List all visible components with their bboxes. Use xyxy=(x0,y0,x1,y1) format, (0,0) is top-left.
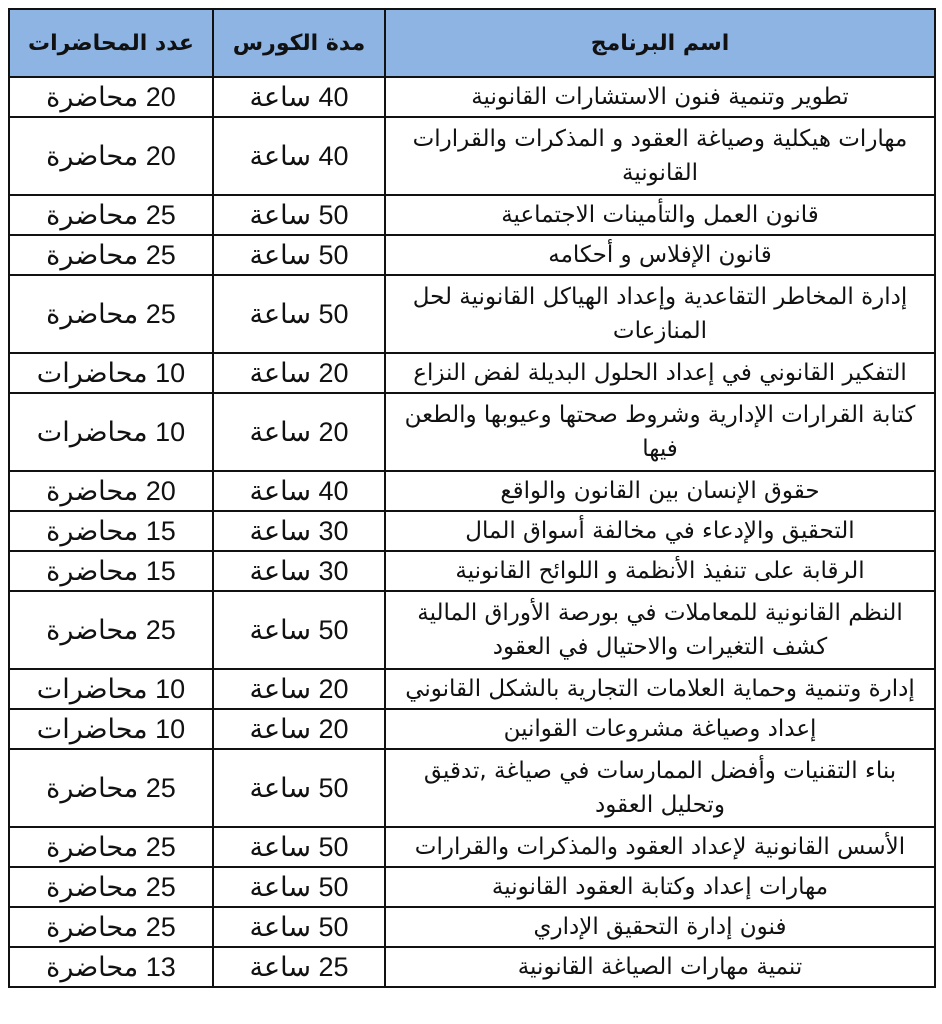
course-duration-cell: 40 ساعة xyxy=(213,77,385,117)
program-name-cell: قانون الإفلاس و أحكامه xyxy=(385,235,935,275)
table-row xyxy=(9,195,935,235)
program-name-cell: فنون إدارة التحقيق الإداري xyxy=(385,907,935,947)
table-row xyxy=(9,867,935,907)
lecture-count-cell: 13 محاضرة xyxy=(9,947,213,987)
table-row xyxy=(9,393,935,471)
program-name-cell: مهارات إعداد وكتابة العقود القانونية xyxy=(385,867,935,907)
lecture-count-cell: 25 محاضرة xyxy=(9,195,213,235)
table-row xyxy=(9,749,935,827)
table-row xyxy=(9,827,935,867)
course-duration-cell: 20 ساعة xyxy=(213,709,385,749)
course-duration-cell: 30 ساعة xyxy=(213,511,385,551)
course-duration-cell: 50 ساعة xyxy=(213,749,385,827)
course-duration-cell: 50 ساعة xyxy=(213,591,385,669)
table-row xyxy=(9,511,935,551)
program-name-cell: مهارات هيكلية وصياغة العقود و المذكرات والقرارات القانونية xyxy=(385,117,935,195)
lecture-count-cell: 20 محاضرة xyxy=(9,471,213,511)
program-name-cell: الأسس القانونية لإعداد العقود والمذكرات والقرارات xyxy=(385,827,935,867)
program-name-cell: الرقابة على تنفيذ الأنظمة و اللوائح القانونية xyxy=(385,551,935,591)
lecture-count-cell: 15 محاضرة xyxy=(9,551,213,591)
table-row xyxy=(9,353,935,393)
table-header-row xyxy=(9,9,935,77)
program-name-cell: تطوير وتنمية فنون الاستشارات القانونية xyxy=(385,77,935,117)
lecture-count-cell: 25 محاضرة xyxy=(9,907,213,947)
table-row xyxy=(9,77,935,117)
table-row xyxy=(9,275,935,353)
lecture-count-cell: 25 محاضرة xyxy=(9,275,213,353)
course-duration-cell: 50 ساعة xyxy=(213,235,385,275)
table-row xyxy=(9,907,935,947)
program-name-cell: التحقيق والإدعاء في مخالفة أسواق المال xyxy=(385,511,935,551)
lecture-count-cell: 10 محاضرات xyxy=(9,669,213,709)
table-row xyxy=(9,551,935,591)
table-body xyxy=(9,77,935,987)
program-name-cell: التفكير القانوني في إعداد الحلول البديلة لفض النزاع xyxy=(385,353,935,393)
table-row xyxy=(9,117,935,195)
course-duration-cell: 50 ساعة xyxy=(213,867,385,907)
lecture-count-cell: 15 محاضرة xyxy=(9,511,213,551)
table-row xyxy=(9,669,935,709)
lecture-count-cell: 20 محاضرة xyxy=(9,117,213,195)
table-row xyxy=(9,471,935,511)
table-row xyxy=(9,235,935,275)
program-name-cell: إدارة وتنمية وحماية العلامات التجارية بالشكل القانوني xyxy=(385,669,935,709)
table-row xyxy=(9,947,935,987)
lecture-count-cell: 25 محاضرة xyxy=(9,591,213,669)
program-name-cell: قانون العمل والتأمينات الاجتماعية xyxy=(385,195,935,235)
course-duration-cell: 40 ساعة xyxy=(213,471,385,511)
header-program-name: اسم البرنامج xyxy=(385,9,935,77)
program-name-cell: إعداد وصياغة مشروعات القوانين xyxy=(385,709,935,749)
lecture-count-cell: 10 محاضرات xyxy=(9,709,213,749)
lecture-count-cell: 25 محاضرة xyxy=(9,749,213,827)
course-duration-cell: 30 ساعة xyxy=(213,551,385,591)
lecture-count-cell: 10 محاضرات xyxy=(9,353,213,393)
program-name-cell: بناء التقنيات وأفضل الممارسات في صياغة ,تدقيق وتحليل العقود xyxy=(385,749,935,827)
program-name-cell: حقوق الإنسان بين القانون والواقع xyxy=(385,471,935,511)
header-course-duration: مدة الكورس xyxy=(213,9,385,77)
program-name-cell: النظم القانونية للمعاملات في بورصة الأوراق المالية كشف التغيرات والاحتيال في العقود xyxy=(385,591,935,669)
lecture-count-cell: 25 محاضرة xyxy=(9,235,213,275)
table-row xyxy=(9,591,935,669)
programs-table xyxy=(8,8,936,988)
program-name-cell: إدارة المخاطر التقاعدية وإعداد الهياكل القانونية لحل المنازعات xyxy=(385,275,935,353)
course-duration-cell: 20 ساعة xyxy=(213,669,385,709)
course-duration-cell: 50 ساعة xyxy=(213,907,385,947)
course-duration-cell: 20 ساعة xyxy=(213,353,385,393)
header-lecture-count: عدد المحاضرات xyxy=(9,9,213,77)
course-duration-cell: 25 ساعة xyxy=(213,947,385,987)
course-duration-cell: 20 ساعة xyxy=(213,393,385,471)
lecture-count-cell: 10 محاضرات xyxy=(9,393,213,471)
table-row xyxy=(9,709,935,749)
lecture-count-cell: 20 محاضرة xyxy=(9,77,213,117)
course-duration-cell: 50 ساعة xyxy=(213,275,385,353)
course-duration-cell: 50 ساعة xyxy=(213,195,385,235)
lecture-count-cell: 25 محاضرة xyxy=(9,867,213,907)
program-name-cell: كتابة القرارات الإدارية وشروط صحتها وعيوبها والطعن فيها xyxy=(385,393,935,471)
course-duration-cell: 40 ساعة xyxy=(213,117,385,195)
program-name-cell: تنمية مهارات الصياغة القانونية xyxy=(385,947,935,987)
programs-table-container xyxy=(8,8,934,988)
lecture-count-cell: 25 محاضرة xyxy=(9,827,213,867)
course-duration-cell: 50 ساعة xyxy=(213,827,385,867)
